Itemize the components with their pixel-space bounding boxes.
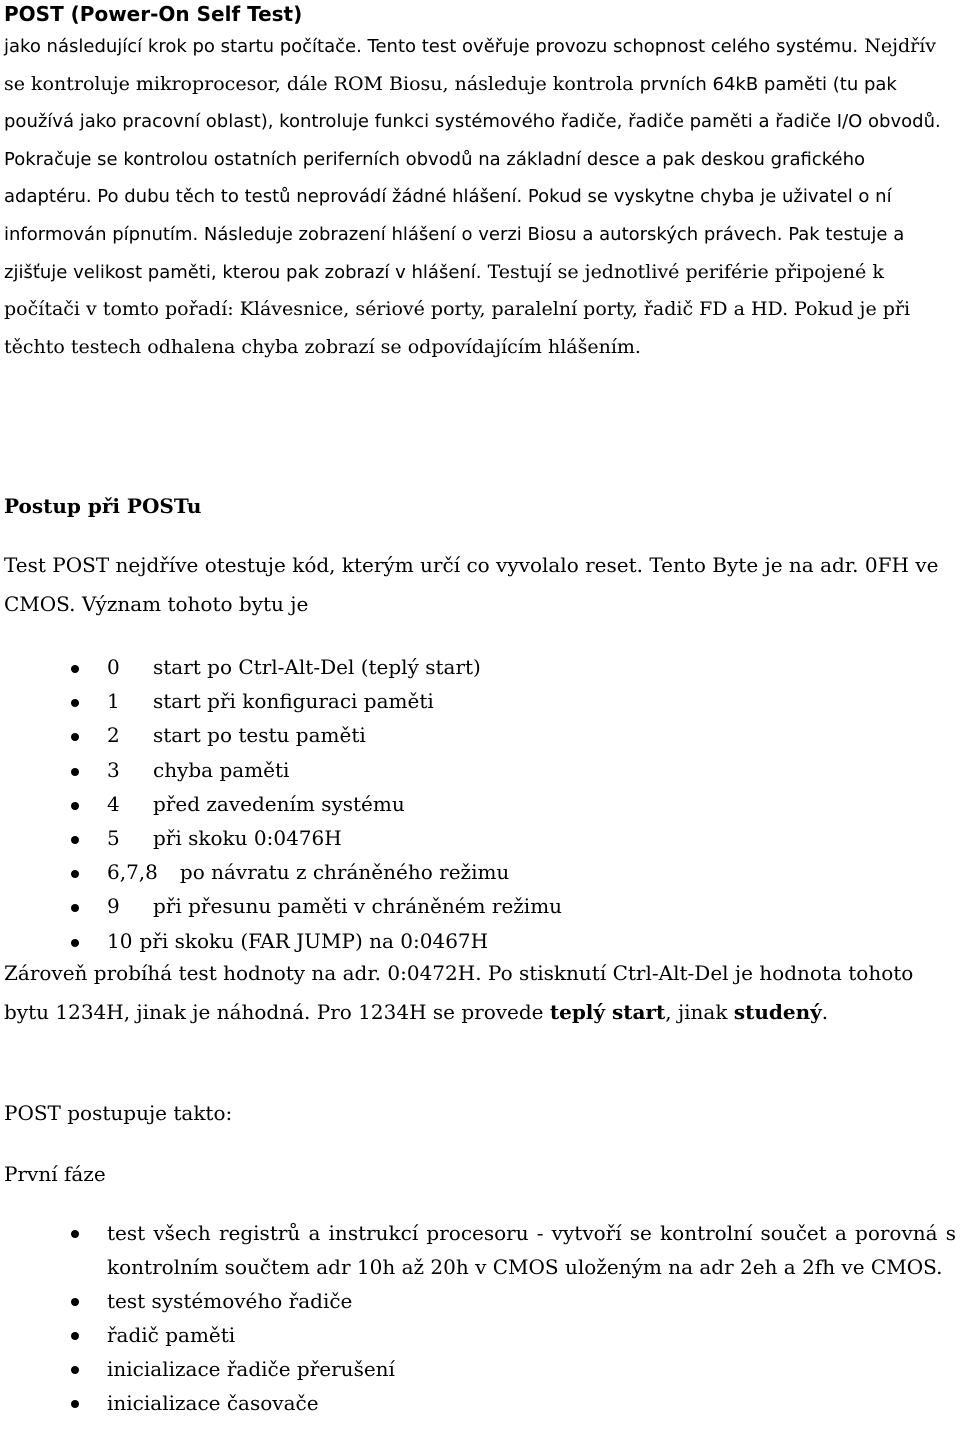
phase-item-text: inicializace řadiče přerušení [107,1357,395,1381]
phase-item-text: inicializace časovače [107,1391,319,1415]
post-steps-label: POST postupuje takto: [4,1101,233,1125]
document [4,0,956,1415]
bullet-icon [71,870,79,878]
section-heading: Postup při POSTu [4,494,202,518]
list-item [4,855,562,889]
list-item [4,684,562,718]
bullet-icon [71,733,79,741]
list-item [4,718,562,752]
code-text: při skoku 0:0476H [153,825,342,850]
code-value: 1 [107,689,120,714]
list-item [4,1386,956,1420]
bullet-icon [71,939,79,947]
bullet-icon [71,1366,79,1374]
code-text: při skoku (FAR JUMP) na 0:0467H [139,928,489,953]
list-item [4,787,562,821]
list-item [4,1284,956,1318]
code-value: 4 [107,791,120,816]
intro-part-1: jako následující krok po startu počítače. Tento test ověřuje provozu schopnost celého systému. [4,36,859,57]
bullet-icon [71,1400,79,1408]
warm-start-paragraph [4,954,956,1032]
code-text: chyba paměti [153,757,290,782]
code-text: start při konfiguraci paměti [153,689,434,714]
reset-code-list [4,650,562,958]
code-value: 0 [107,655,120,679]
code-value: 3 [107,757,120,782]
bullet-icon [71,836,79,844]
list-item [4,753,562,787]
list-item [4,1216,956,1284]
code-text: při přesunu paměti v chráněném režimu [153,894,563,919]
reset-code-paragraph: Test POST nejdříve otestuje kód, kterým určí co vyvolalo reset. Tento Byte je na adr. 0FH ve CMOS. Význam tohoto bytu je [4,553,939,616]
bullet-icon [71,802,79,810]
list-item [4,1352,956,1386]
phase-item-text: test všech registrů a instrukcí procesoru - vytvoří se kontrolní součet a porovná s kontrolním součtem adr 10h až 20h v CMOS uloženým na adr 2eh a 2fh ve CMOS. [107,1221,956,1279]
code-value: 6,7,8 [107,860,158,885]
list-item [4,924,562,958]
warm-start-bold-1: teplý start [549,1000,666,1024]
bullet-icon [71,904,79,912]
code-text: po návratu z chráněného režimu [179,860,510,885]
list-item [4,889,562,923]
phase-list [4,1216,956,1420]
bullet-icon [71,665,79,673]
bullet-icon [71,1230,79,1238]
warm-start-text-1: Zároveň probíhá test hodnoty na adr. 0:0472H. Po stisknutí Ctrl-Alt-Del je hodnota tohoto bytu 1234H, jinak je náhodná. Pro 1234H se provede [4,961,914,1024]
bullet-icon [71,1332,79,1340]
page-title: POST (Power-On Self Test) [4,2,303,26]
warm-start-text-3: . [821,1000,829,1024]
code-text: start po Ctrl-Alt-Del (teplý start) [153,655,481,679]
phase-item-text: test systémového řadiče [107,1289,353,1313]
code-value: 10 [107,928,133,953]
phase-item-text: řadič paměti [107,1323,236,1347]
code-value: 2 [107,723,120,748]
list-item [4,821,562,855]
warm-start-bold-2: studený [733,1000,822,1024]
code-value: 5 [107,825,120,850]
bullet-icon [71,699,79,707]
code-value: 9 [107,894,120,919]
code-text: před zavedením systému [153,791,405,816]
list-item [4,650,562,684]
code-text: start po testu paměti [153,723,366,748]
intro-part-4: Testují se jednotlivé periférie připojené k počítači v tomto pořadí: Klávesnice, sériové porty, paralelní porty, řadič FD a HD. Pokud je při těchto testech odhalena chyba zobrazí se odpovídajícím hlášením. [4,260,911,358]
bullet-icon [71,1298,79,1306]
warm-start-text-2: , jinak [665,1000,734,1024]
intro-paragraph [4,28,956,366]
list-item [4,1318,956,1352]
bullet-icon [71,768,79,776]
phase-title: První fáze [4,1162,106,1186]
intro-part-3: prvních 64kB paměti (tu pak používá jako pracovní oblast), kontroluje funkci systémového řadiče, řadiče paměti a řadiče I/O obvodů. Pokračuje se kontrolou ostatních periferních obvodů na základní desce a pak deskou grafického adaptéru. Po dubu těch to testů neprovádí žádné hlášení. Pokud se vyskytne chyba je uživatel o ní informován pípnutím. Následuje zobrazení hlášení o verzi Biosu a autorských právech. Pak testuje a zjišťuje velikost paměti, kterou pak zobrazí v hlášení. [4,73,941,283]
intro-part-2: Nejdřív se kontroluje mikroprocesor, dále ROM Biosu, následuje kontrola [4,35,937,95]
